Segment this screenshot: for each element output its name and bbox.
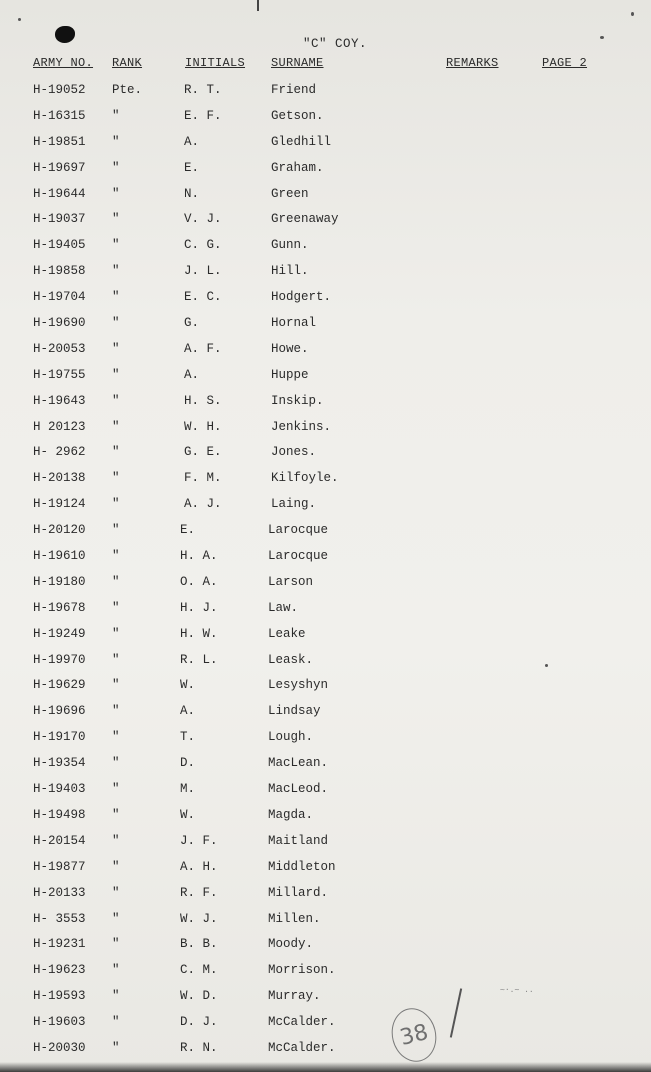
initials-cell: W. H. xyxy=(184,419,222,434)
surname-cell: Larocque xyxy=(268,523,329,538)
initials-cell: A. H. xyxy=(180,859,218,874)
ink-blot xyxy=(55,26,75,43)
rank-cell: " xyxy=(112,807,120,822)
rank-cell: " xyxy=(112,652,120,667)
rank-cell: " xyxy=(112,1015,120,1030)
initials-cell: W. J. xyxy=(180,911,218,926)
initials-cell: A. xyxy=(184,367,200,382)
army-number-cell: H-19643 xyxy=(33,393,86,408)
table-row xyxy=(0,781,651,807)
initials-cell: D. xyxy=(180,756,196,771)
header-army-no: ARMY NO. xyxy=(33,56,94,70)
table-row xyxy=(0,444,651,470)
initials-cell: W. xyxy=(180,807,196,822)
punch-mark xyxy=(257,0,259,11)
surname-cell: McCalder. xyxy=(268,1015,336,1030)
initials-cell: T. xyxy=(180,730,196,745)
initials-cell: E. xyxy=(180,523,196,538)
surname-cell: Green xyxy=(271,186,309,201)
army-number-cell: H-19498 xyxy=(33,807,86,822)
table-row xyxy=(0,237,651,263)
table-row xyxy=(0,367,651,393)
table-row xyxy=(0,859,651,885)
initials-cell: J. L. xyxy=(184,264,222,279)
army-number-cell: H-19610 xyxy=(33,549,86,564)
rank-cell: " xyxy=(112,600,120,615)
army-number-cell: H-20030 xyxy=(33,1040,86,1055)
surname-cell: Huppe xyxy=(271,367,309,382)
table-row xyxy=(0,988,651,1014)
initials-cell: A. J. xyxy=(184,497,222,512)
table-row xyxy=(0,496,651,522)
army-number-cell: H-19124 xyxy=(33,497,86,512)
initials-cell: C. M. xyxy=(180,963,218,978)
army-number-cell: H-20138 xyxy=(33,471,86,486)
army-number-cell: H-19678 xyxy=(33,600,86,615)
army-number-cell: H-19180 xyxy=(33,574,86,589)
army-number-cell: H-19697 xyxy=(33,160,86,175)
surname-cell: Leake xyxy=(268,626,306,641)
rank-cell: " xyxy=(112,523,120,538)
army-number-cell: H-19690 xyxy=(33,316,86,331)
rank-cell: " xyxy=(112,108,120,123)
rank-cell: " xyxy=(112,445,120,460)
surname-cell: Lindsay xyxy=(268,704,321,719)
surname-cell: Maitland xyxy=(268,833,329,848)
army-number-cell: H-19696 xyxy=(33,704,86,719)
initials-cell: R. T. xyxy=(184,83,222,97)
table-row xyxy=(0,315,651,341)
rank-cell: " xyxy=(112,730,120,745)
initials-cell: R. L. xyxy=(180,652,218,667)
rank-cell: " xyxy=(112,885,120,900)
header-initials: INITIALS xyxy=(185,56,246,70)
rank-cell: " xyxy=(112,833,120,848)
surname-cell: MacLean. xyxy=(268,756,329,771)
company-heading: "C" COY. xyxy=(303,37,368,51)
rank-cell: " xyxy=(112,264,120,279)
table-row xyxy=(0,470,651,496)
rank-cell: " xyxy=(112,497,120,512)
army-number-cell: H-19644 xyxy=(33,186,86,201)
folio-stamp: 38 xyxy=(386,1003,442,1066)
surname-cell: Larson xyxy=(268,574,314,589)
surname-cell: Laing. xyxy=(271,497,317,512)
table-row xyxy=(0,652,651,678)
initials-cell: E. F. xyxy=(184,108,222,123)
initials-cell: H. S. xyxy=(184,393,222,408)
rank-cell: " xyxy=(112,367,120,382)
army-number-cell: H-19593 xyxy=(33,989,86,1004)
army-number-cell: H-19858 xyxy=(33,264,86,279)
initials-cell: H. W. xyxy=(180,626,218,641)
table-row xyxy=(0,911,651,937)
surname-cell: Friend xyxy=(271,83,317,97)
rank-cell: " xyxy=(112,549,120,564)
table-row xyxy=(0,755,651,781)
surname-cell: Lough. xyxy=(268,730,314,745)
rank-cell: " xyxy=(112,316,120,331)
speck xyxy=(631,12,634,16)
table-row xyxy=(0,341,651,367)
surname-cell: Middleton xyxy=(268,859,336,874)
surname-cell: Moody. xyxy=(268,937,314,952)
surname-cell: Hodgert. xyxy=(271,290,332,305)
army-number-cell: H- 2962 xyxy=(33,445,86,460)
initials-cell: R. N. xyxy=(180,1040,218,1055)
table-row xyxy=(0,626,651,652)
surname-cell: Gledhill xyxy=(271,134,332,149)
army-number-cell: H-19623 xyxy=(33,963,86,978)
army-number-cell: H-19170 xyxy=(33,730,86,745)
surname-cell: Jenkins. xyxy=(271,419,332,434)
initials-cell: H. A. xyxy=(180,549,218,564)
surname-cell: Magda. xyxy=(268,807,314,822)
initials-cell: B. B. xyxy=(180,937,218,952)
table-row xyxy=(0,522,651,548)
initials-cell: W. xyxy=(180,678,196,693)
initials-cell: G. E. xyxy=(184,445,222,460)
table-row xyxy=(0,186,651,212)
rank-cell: " xyxy=(112,782,120,797)
army-number-cell: H-19629 xyxy=(33,678,86,693)
army-number-cell: H-16315 xyxy=(33,108,86,123)
rank-cell: " xyxy=(112,290,120,305)
surname-cell: Jones. xyxy=(271,445,317,460)
table-row xyxy=(0,677,651,703)
rank-cell: " xyxy=(112,1040,120,1055)
surname-cell: Millard. xyxy=(268,885,329,900)
surname-cell: MacLeod. xyxy=(268,782,329,797)
surname-cell: Kilfoyle. xyxy=(271,471,339,486)
surname-cell: Law. xyxy=(268,600,299,615)
initials-cell: E. xyxy=(184,160,200,175)
initials-cell: W. D. xyxy=(180,989,218,1004)
table-row xyxy=(0,263,651,289)
army-number-cell: H- 3553 xyxy=(33,911,86,926)
initials-cell: M. xyxy=(180,782,196,797)
table-row xyxy=(0,211,651,237)
army-number-cell: H-19052 xyxy=(33,83,86,97)
surname-cell: Hill. xyxy=(271,264,309,279)
army-number-cell: H-20133 xyxy=(33,885,86,900)
rank-cell: Pte. xyxy=(112,83,143,97)
surname-cell: Hornal xyxy=(271,316,317,331)
rank-cell: " xyxy=(112,937,120,952)
table-row xyxy=(0,289,651,315)
rank-cell: " xyxy=(112,186,120,201)
rank-cell: " xyxy=(112,963,120,978)
army-number-cell: H-19851 xyxy=(33,134,86,149)
table-row xyxy=(0,160,651,186)
header-remarks: REMARKS xyxy=(446,56,499,70)
speck xyxy=(600,36,604,39)
rank-cell: " xyxy=(112,160,120,175)
initials-cell: A. F. xyxy=(184,341,222,356)
surname-cell: Millen. xyxy=(268,911,321,926)
initials-cell: D. J. xyxy=(180,1015,218,1030)
table-row xyxy=(0,134,651,160)
rank-cell: " xyxy=(112,238,120,253)
table-row xyxy=(0,82,651,108)
table-row xyxy=(0,833,651,859)
initials-cell: F. M. xyxy=(184,471,222,486)
surname-cell: Getson. xyxy=(271,108,324,123)
army-number-cell: H 20123 xyxy=(33,419,86,434)
rank-cell: " xyxy=(112,341,120,356)
initials-cell: H. J. xyxy=(180,600,218,615)
surname-cell: Gunn. xyxy=(271,238,309,253)
surname-cell: Morrison. xyxy=(268,963,336,978)
surname-cell: Larocque xyxy=(268,549,329,564)
army-number-cell: H-20154 xyxy=(33,833,86,848)
rank-cell: " xyxy=(112,678,120,693)
initials-cell: N. xyxy=(184,186,200,201)
army-number-cell: H-19231 xyxy=(33,937,86,952)
rank-cell: " xyxy=(112,859,120,874)
rank-cell: " xyxy=(112,212,120,227)
header-rank: RANK xyxy=(112,56,143,70)
rank-cell: " xyxy=(112,471,120,486)
surname-cell: McCalder. xyxy=(268,1040,336,1055)
initials-cell: C. G. xyxy=(184,238,222,253)
page-number: PAGE 2 xyxy=(542,56,588,70)
rank-cell: " xyxy=(112,704,120,719)
speck xyxy=(18,18,21,21)
rank-cell: " xyxy=(112,989,120,1004)
roster-list xyxy=(0,82,651,1066)
initials-cell: A. xyxy=(184,134,200,149)
table-row xyxy=(0,108,651,134)
rank-cell: " xyxy=(112,911,120,926)
rank-cell: " xyxy=(112,574,120,589)
table-row xyxy=(0,729,651,755)
army-number-cell: H-20053 xyxy=(33,341,86,356)
initials-cell: R. F. xyxy=(180,885,218,900)
army-number-cell: H-19755 xyxy=(33,367,86,382)
table-row xyxy=(0,548,651,574)
surname-cell: Murray. xyxy=(268,989,321,1004)
army-number-cell: H-19249 xyxy=(33,626,86,641)
initials-cell: J. F. xyxy=(180,833,218,848)
army-number-cell: H-19877 xyxy=(33,859,86,874)
rank-cell: " xyxy=(112,419,120,434)
army-number-cell: H-19405 xyxy=(33,238,86,253)
initials-cell: G. xyxy=(184,316,200,331)
army-number-cell: H-19970 xyxy=(33,652,86,667)
surname-cell: Inskip. xyxy=(271,393,324,408)
rank-cell: " xyxy=(112,626,120,641)
surname-cell: Leask. xyxy=(268,652,314,667)
army-number-cell: H-20120 xyxy=(33,523,86,538)
table-row xyxy=(0,936,651,962)
army-number-cell: H-19354 xyxy=(33,756,86,771)
table-row xyxy=(0,1014,651,1040)
surname-cell: Greenaway xyxy=(271,212,339,227)
table-row xyxy=(0,393,651,419)
table-row xyxy=(0,703,651,729)
table-row xyxy=(0,419,651,445)
scan-edge xyxy=(0,1062,651,1072)
header-surname: SURNAME xyxy=(271,56,324,70)
initials-cell: V. J. xyxy=(184,212,222,227)
table-row xyxy=(0,600,651,626)
rank-cell: " xyxy=(112,393,120,408)
army-number-cell: H-19037 xyxy=(33,212,86,227)
surname-cell: Lesyshyn xyxy=(268,678,329,693)
initials-cell: O. A. xyxy=(180,574,218,589)
army-number-cell: H-19403 xyxy=(33,782,86,797)
smudge: ~·.~ .. xyxy=(500,985,534,994)
initials-cell: E. C. xyxy=(184,290,222,305)
rank-cell: " xyxy=(112,134,120,149)
table-row xyxy=(0,574,651,600)
table-row xyxy=(0,885,651,911)
surname-cell: Graham. xyxy=(271,160,324,175)
initials-cell: A. xyxy=(180,704,196,719)
army-number-cell: H-19603 xyxy=(33,1015,86,1030)
table-row xyxy=(0,807,651,833)
rank-cell: " xyxy=(112,756,120,771)
table-row xyxy=(0,962,651,988)
surname-cell: Howe. xyxy=(271,341,309,356)
army-number-cell: H-19704 xyxy=(33,290,86,305)
